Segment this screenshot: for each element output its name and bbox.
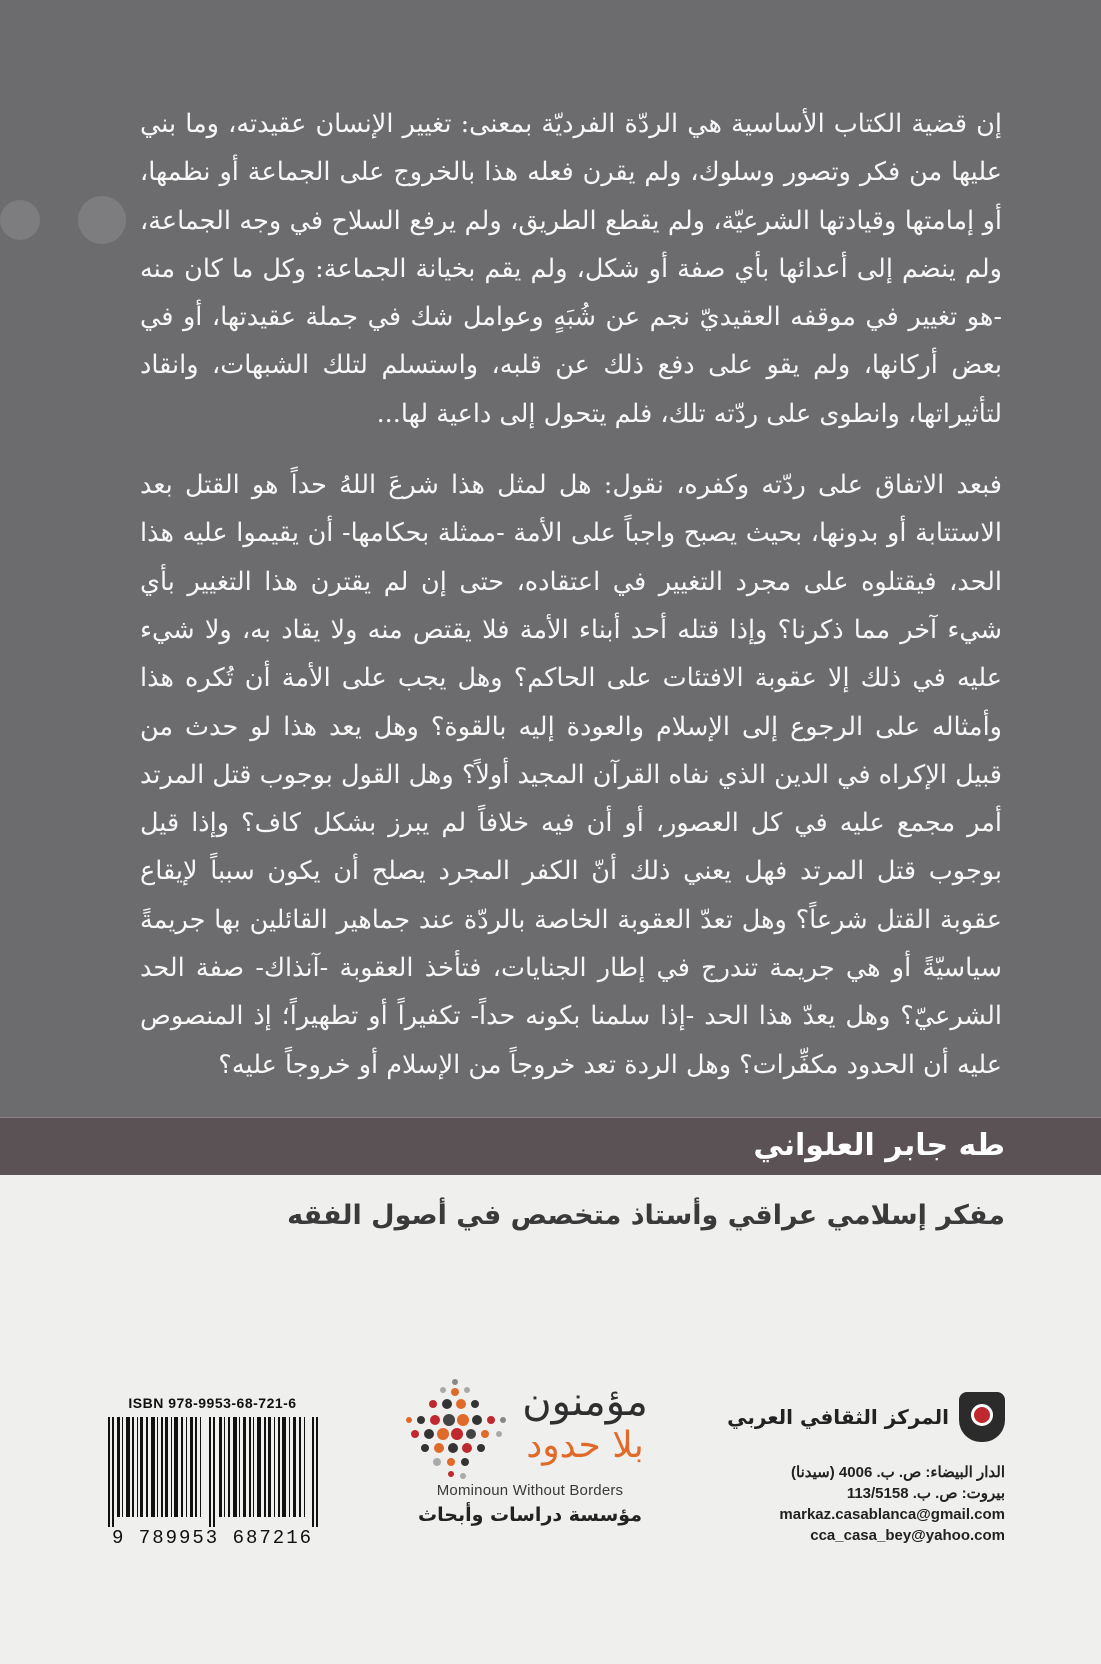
mominoun-dots-icon (395, 1372, 515, 1492)
publisher-address-casablanca: الدار البيضاء: ص. ب. 4006 (سيدنا) (791, 1464, 1005, 1481)
publisher-header (705, 1390, 1005, 1444)
publisher-email-yahoo: cca_casa_bey@yahoo.com (810, 1527, 1005, 1544)
barcode-number: 9 789953 687216 (100, 1527, 325, 1549)
mominoun-logo (395, 1372, 675, 1542)
description-paragraph-1: إن قضية الكتاب الأساسية هي الردّة الفرديّة بمعنى: تغيير الإنسان عقيدته، وما بني عليها من فكر وتصور وسلوك، ولم يقرن فعله هذا بالخروج على الجماعة أو نظمها، أو إمامتها وقيادتها الشرعيّة، ولم يقطع الطريق، ولم يرفع السلاح في وجه الجماعة، ولم ينضم إلى أعدائها بأي صفة أو شكل، ولم يقم بخيانة الجماعة: وكل ما كان منه -هو تغيير في موقفه العقيديّ نجم عن شُبَهٍ وعوامل شك في جملة عقيدتها، أو في بعض أركانها، ولم يقو على دفع ذلك عن قلبه، واستسلم لتلك الشبهات، وانقاد لتأثيراتها، وانطوى على ردّته تلك، فلم يتحول إلى داعية لها... (140, 109, 1002, 429)
mominoun-name-ar-2: بلا حدود (526, 1425, 644, 1466)
author-name: طه جابر العلواني (753, 1128, 1005, 1163)
description-text (140, 100, 1002, 1089)
isbn-barcode (100, 1395, 325, 1549)
isbn-label: ISBN 978-9953-68-721-6 (128, 1395, 297, 1411)
barcode-bars-icon (106, 1417, 321, 1527)
mominoun-name-en: Mominoun Without Borders (436, 1482, 624, 1499)
publisher-logo-icon (959, 1392, 1005, 1442)
mominoun-subtitle: مؤسسة دراسات وأبحاث (418, 1504, 642, 1526)
decorative-dot-left (0, 200, 40, 240)
author-description: مفكر إسلامي عراقي وأستاذ متخصص في أصول الفقه (287, 1200, 1005, 1231)
description-paragraph-2: فبعد الاتفاق على ردّته وكفره، نقول: هل لمثل هذا شرعَ اللهُ حداً هو القتل بعد الاستتابة أو بدونها، بحيث يصبح واجباً على الأمة -ممثلة بحكامها- أن يقيموا عليه هذا الحد، فيقتلوه على مجرد التغيير في اعتقاده، حتى إن لم يقترن هذا التغيير بأي شيء آخر مما ذكرنا؟ وإذا قتله أحد أبناء الأمة فلا يقتص منه ولا يقاد به، ولا شيء عليه في ذلك إلا عقوبة الافتئات على الحاكم؟ وهل يجب على الأمة أن تُكره هذا وأمثاله على الرجوع إلى الإسلام والعودة إليه بالقوة؟ وهل يعد هذا لو حدث من قبيل الإكراه في الدين الذي نفاه القرآن المجيد أولاً؟ وهل القول بوجوب قتل المرتد أمر مجمع عليه في كل العصور، أو أن فيه خلافاً لم يبرز بشكل كاف؟ وإذا قيل بوجوب قتل المرتد فهل يعني ذلك أنّ الكفر المجرد يصلح أن يكون سبباً لإيقاع عقوبة القتل شرعاً؟ وهل تعدّ العقوبة الخاصة بالردّة عند جماهير القائلين بها جريمةً سياسيّةً أو هي جريمة تندرج في إطار الجنايات، فتأخذ العقوبة -آنذاك- صفة الحد الشرعيّ؟ وهل يعدّ هذا الحد -إذا سلمنا بكونه حداً- تكفيراً أو تطهيراً؛ إذ المنصوص عليه أن الحدود مكفِّرات؟ وهل الردة تعد خروجاً من الإسلام أو خروجاً عليه؟ (140, 470, 1002, 1080)
publisher-address-beirut: بيروت: ص. ب. 113/5158 (846, 1485, 1005, 1502)
publisher-name: المركز الثقافي العربي (727, 1405, 949, 1429)
publisher-contacts (705, 1462, 1005, 1546)
mominoun-name-ar: مؤمنون (522, 1379, 648, 1425)
author-band (0, 1117, 1101, 1175)
decorative-dot-right (78, 196, 126, 244)
publisher-block (705, 1390, 1005, 1546)
publisher-email-gmail: markaz.casablanca@gmail.com (779, 1506, 1005, 1523)
